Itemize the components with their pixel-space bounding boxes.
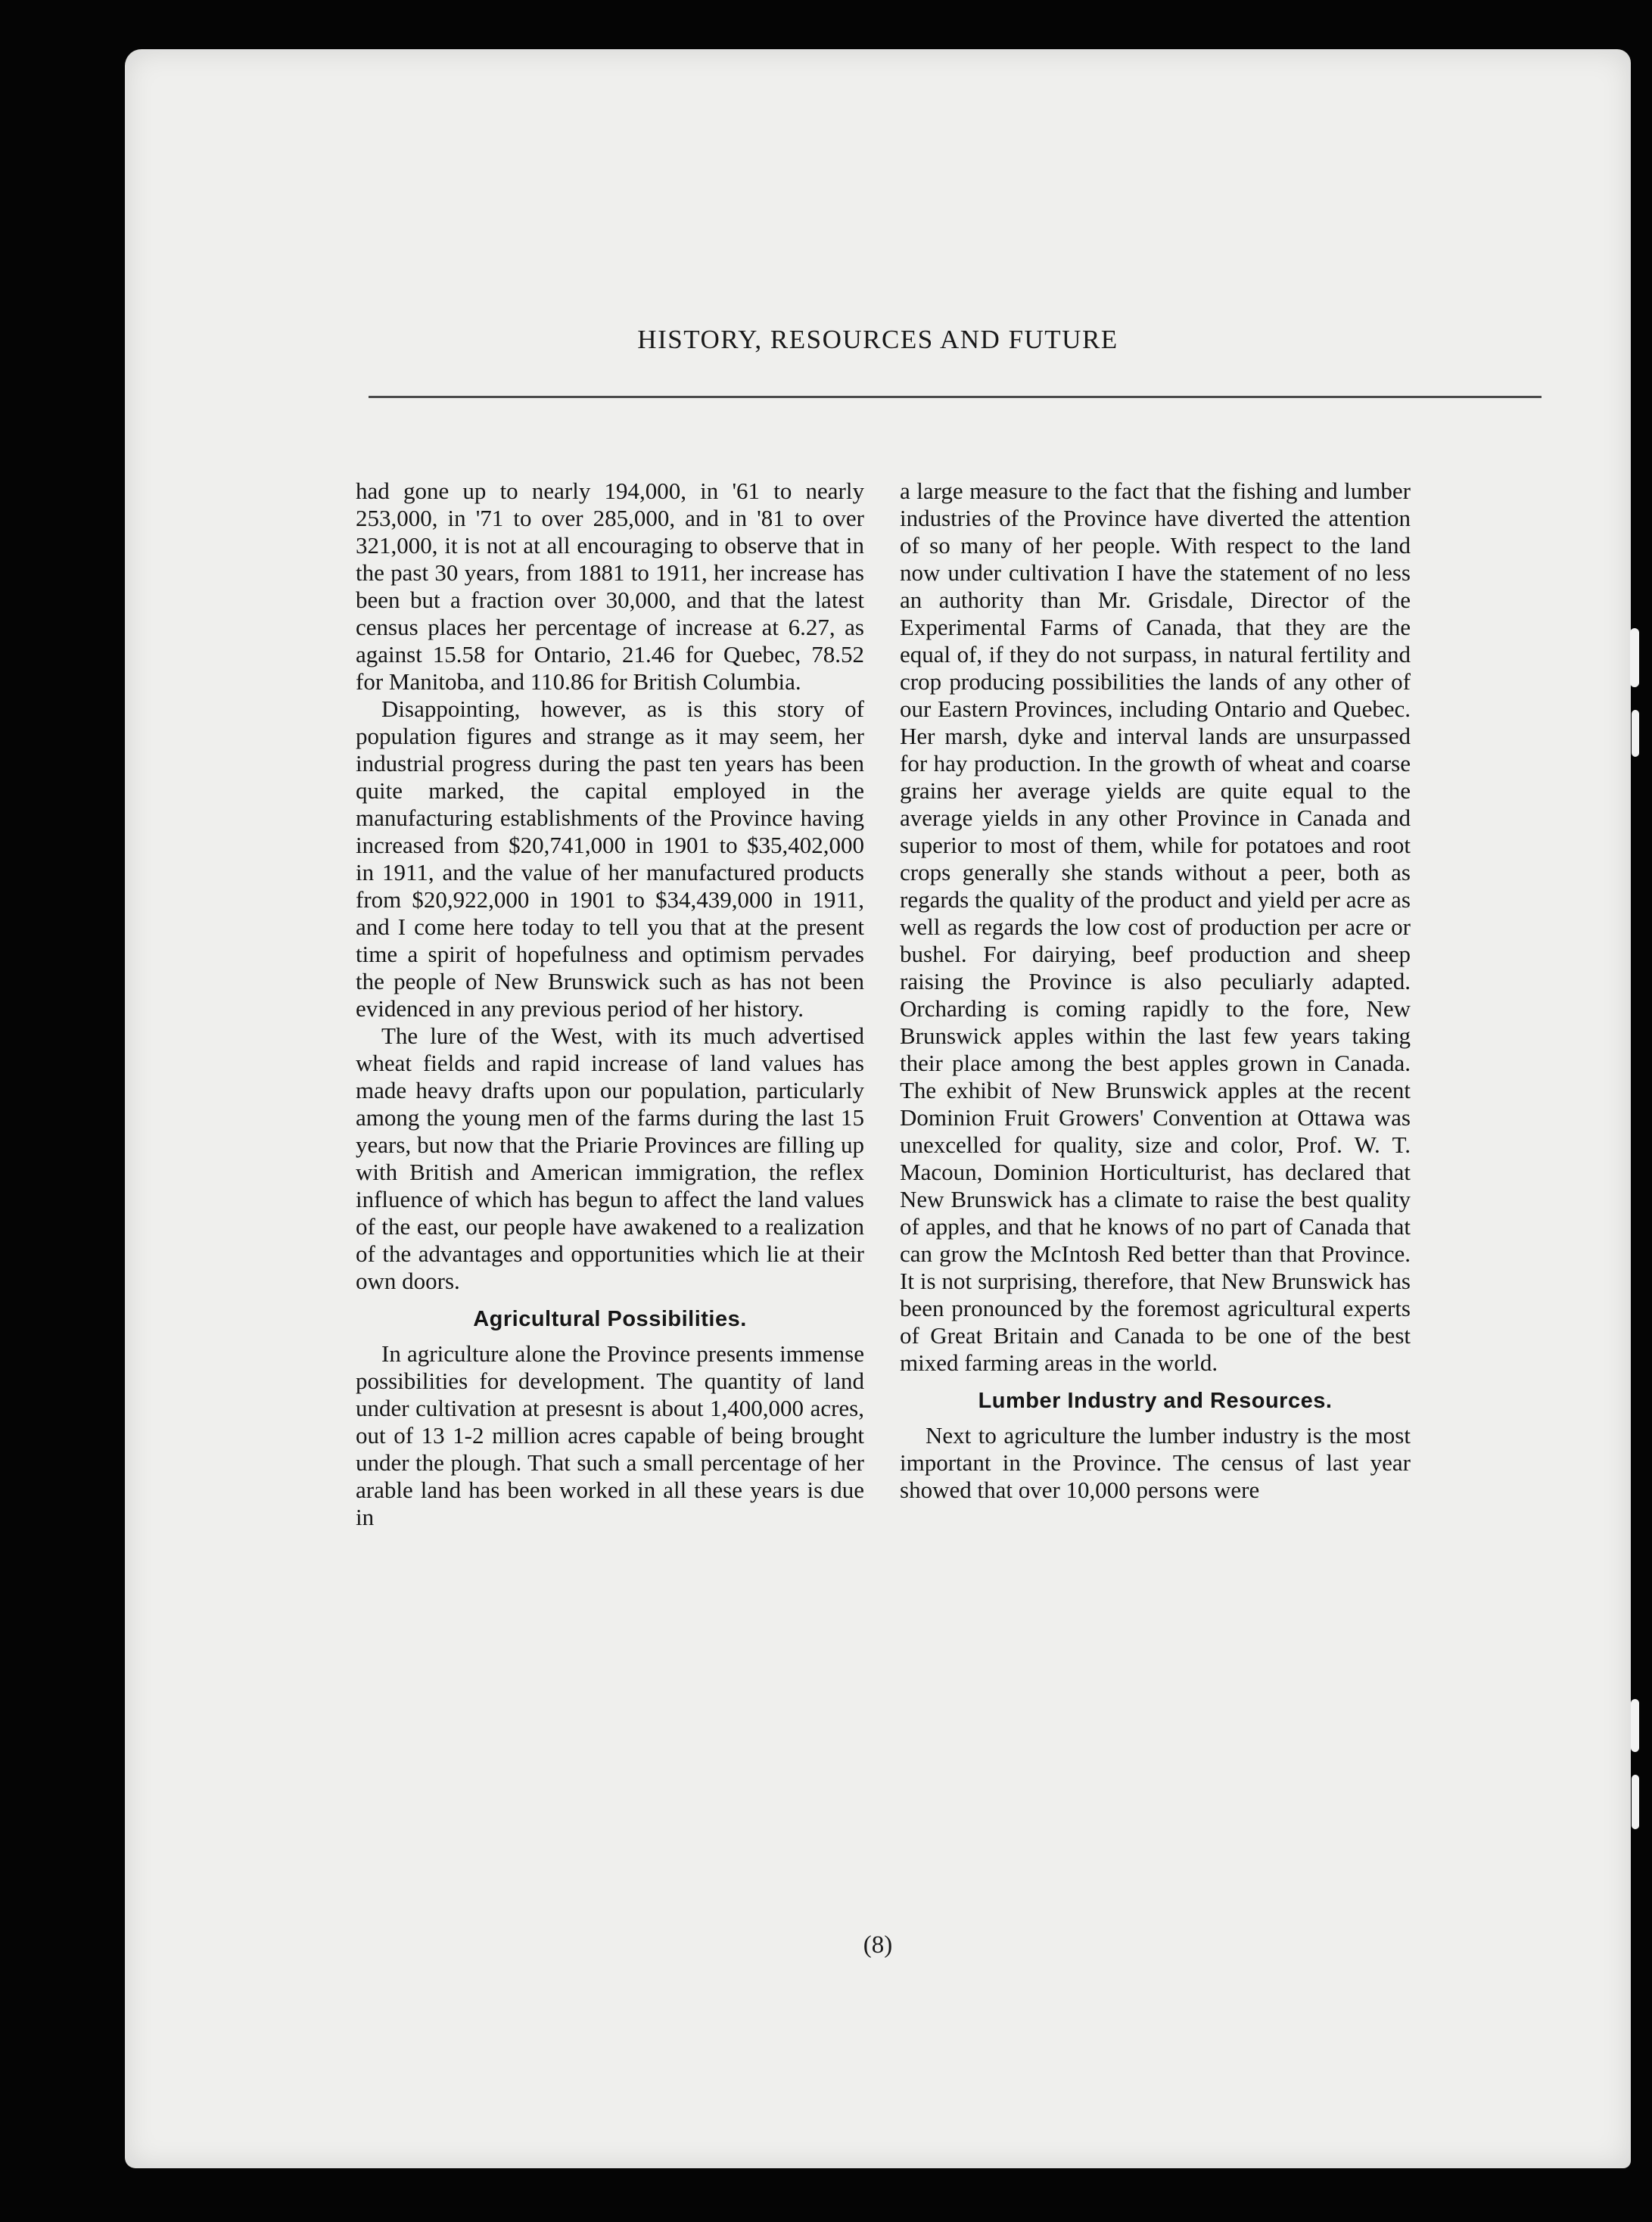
right-column: [900, 478, 1411, 1504]
left-paragraph-1: had gone up to nearly 194,000, in '61 to nearly 253,000, in '71 to over 285,000, and in '81 to over 321,000, it is not at all encouraging to observe that in the past 30 years, from 1881 to 1911, her increase has been but a fraction over 30,000, and that the latest census places her percentage of increase at 6.27, as against 15.58 for Ontario, 21.46 for Quebec, 78.52 for Manitoba, and 110.86 for British Columbia.: [356, 478, 864, 695]
header-rule: [369, 396, 1542, 398]
right-paragraph-1: a large measure to the fact that the fishing and lumber industries of the Province have diverted the attention of so many of her people. With respect to the land now under cultivation I have the statement of no less an authority than Mr. Grisdale, Director of the Experimental Farms of Canada, that they are the equal of, if they do not surpass, in natural fertility and crop producing possibilities the lands of any other of our Eastern Provinces, including Ontario and Quebec. Her marsh, dyke and interval lands are unsurpassed for hay production. In the growth of wheat and coarse grains her average yields are quite equal to the average yields in any other Province in Canada and superior to most of them, while for potatoes and root crops generally she stands without a peer, both as regards the quality of the product and yield per acre as well as regards the low cost of production per acre or bushel. For dairying, beef production and sheep raising the Province is also peculiarly adapted. Orcharding is coming rapidly to the fore, New Brunswick apples within the last few years taking their place among the best apples grown in Canada. The exhibit of New Brunswick apples at the recent Dominion Fruit Growers' Convention at Ottawa was unexcelled for quality, size and color, Prof. W. T. Macoun, Dominion Horticulturist, has declared that New Brunswick has a climate to raise the best quality of apples, and that he knows of no part of Canada that can grow the McIntosh Red better than that Province. It is not surprising, therefore, that New Brunswick has been pronounced by the foremost agricultural experts of Great Britain and Canada to be one of the best mixed farming areas in the world.: [900, 478, 1411, 1376]
edge-mark: [1630, 628, 1639, 687]
running-title: HISTORY, RESOURCES AND FUTURE: [637, 325, 1118, 354]
edge-mark: [1632, 710, 1639, 757]
section-heading-lumber: Lumber Industry and Resources.: [978, 1389, 1333, 1413]
book-page: [125, 49, 1631, 2168]
edge-mark: [1631, 1699, 1639, 1752]
page-number: (8): [863, 1931, 893, 1959]
left-paragraph-2: Disappointing, however, as is this story of population figures and strange as it may seem, her industrial progress during the past ten years has been quite marked, the capital employed in the manufacturing establishments of the Province having increased from $20,741,000 in 1901 to $35,402,000 in 1911, and the value of her manufactured products from $20,922,000 in 1901 to $34,439,000 in 1911, and I come here today to tell you that at the present time a spirit of hopefulness and optimism pervades the people of New Brunswick such as has not been evidenced in any previous period of her history.: [356, 696, 864, 1022]
left-paragraph-3: The lure of the West, with its much advertised wheat fields and rapid increase of land values has made heavy drafts upon our population, particularly among the young men of the farms during the last 15 years, but now that the Priarie Provinces are filling up with British and American immigration, the reflex influence of which has begun to affect the land values of the east, our people have awakened to a realization of the advantages and opportunities which lie at their own doors.: [356, 1022, 864, 1294]
left-column: [356, 478, 864, 1531]
right-paragraph-2: Next to agriculture the lumber industry is the most important in the Province. The census of last year showed that over 10,000 persons were: [900, 1422, 1411, 1503]
left-paragraph-4: In agriculture alone the Province presents immense possibilities for development. The quantity of land under cultivation at presesnt is about 1,400,000 acres, out of 13 1-2 million acres capable of being brought under the plough. That such a small percentage of her arable land has been worked in all these years is due in: [356, 1340, 864, 1530]
section-heading-agriculture: Agricultural Possibilities.: [473, 1307, 747, 1331]
edge-mark: [1632, 1775, 1639, 1829]
